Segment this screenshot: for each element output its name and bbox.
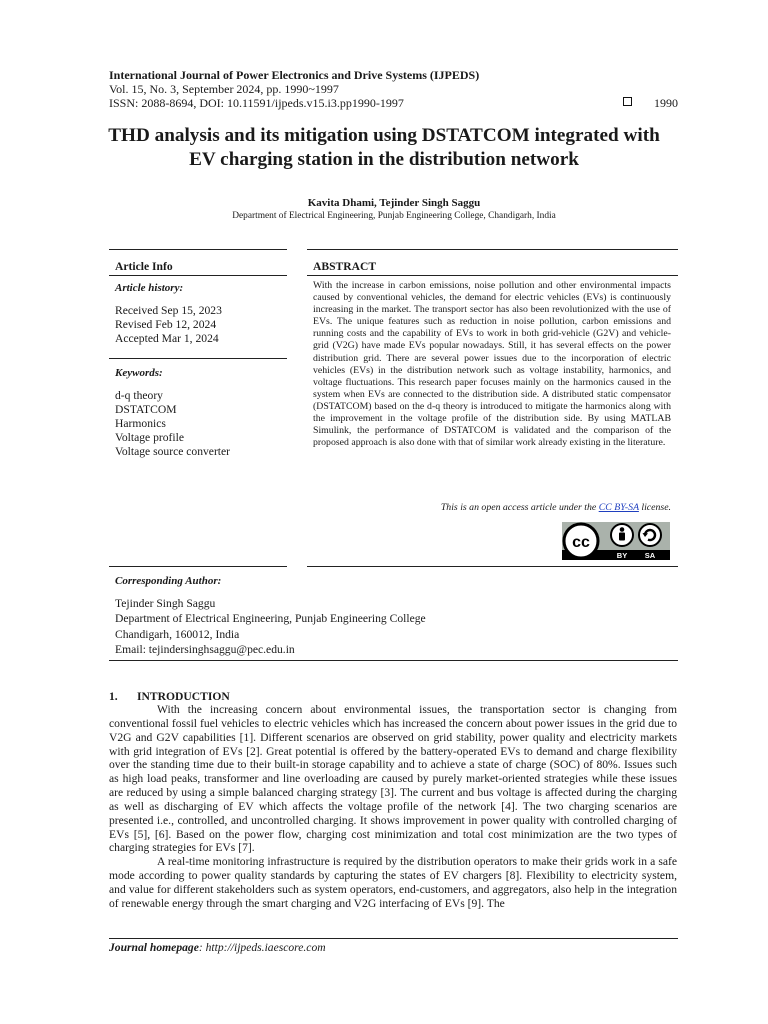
keyword-item: Voltage profile bbox=[115, 431, 185, 444]
journal-issn-doi: ISSN: 2088-8694, DOI: 10.11591/ijpeds.v15.i3.pp1990-1997 bbox=[109, 96, 404, 110]
cc-by-sa-badge[interactable] bbox=[562, 522, 670, 560]
journal-homepage: Journal homepage: http://ijpeds.iaescore.com bbox=[109, 941, 326, 954]
divider bbox=[307, 275, 678, 276]
keyword-item: DSTATCOM bbox=[115, 403, 177, 416]
paragraph: A real-time monitoring infrastructure is required by the distribution operators to make their grids work in a safe mode according to power quality standards by capturing the states of EV chargers [8]. Flexibility to electricity system, and value for different stakeholders such as system operators, end-customers, and aggregators, also help in the integration of renewable energy through the smart charging and V2G interfacing of EVs [9]. The bbox=[109, 855, 677, 910]
author-name: Tejinder Singh Saggu bbox=[115, 597, 216, 610]
cc-by-sa-link[interactable]: CC BY-SA bbox=[598, 502, 639, 513]
revised-date: Revised Feb 12, 2024 bbox=[115, 318, 217, 331]
introduction-body bbox=[109, 703, 677, 911]
homepage-url[interactable]: : http://ijpeds.iaescore.com bbox=[198, 941, 326, 954]
affiliation: Department of Electrical Engineering, Punjab Engineering College, Chandigarh, India bbox=[232, 211, 556, 221]
journal-volume: Vol. 15, No. 3, September 2024, pp. 1990~1997 bbox=[109, 82, 339, 96]
divider bbox=[109, 249, 287, 250]
open-access-note: This is an open access article under the CC BY-SA license. bbox=[440, 502, 671, 513]
square-icon bbox=[623, 97, 632, 106]
paragraph: With the increasing concern about environmental issues, the transportation sector is changing from conventional fossil fuel vehicles to electric vehicles which has increased the concern about power issues in the grid due to V2G and G2V capabilities [1]. Different scenarios are observed on grid stability, power quality and electricity markets with grid integration of EVs [2]. Great potential is offered by the battery-operated EVs to demand and charge flexibility over the standing time due to their built-in storage capability and to achieve a state of charge (SOC) of 80%. Issues such as high load peaks, transformer and line overloading are caused by purely market-oriented strategies while these issues are reduced by using a simple balanced charging strategy [3]. The current and bus voltage is affected during the charging as well as discharging of EV which affects the voltage profile of the network [4]. The two charging scenarios are presented i.e., controlled, and uncontrolled charging. It shows improvement in power quality with controlled charging of EVs [5], [6]. Based on the power flow, charging cost minimization and total cost minimization are the two types of charging strategies for EVs [7]. bbox=[109, 703, 677, 855]
corresponding-author-details bbox=[115, 596, 426, 657]
section-heading: 1. INTRODUCTION bbox=[109, 690, 230, 703]
keyword-item: Harmonics bbox=[115, 417, 166, 430]
keyword-item: d-q theory bbox=[115, 389, 163, 402]
divider bbox=[109, 566, 287, 567]
authors: Kavita Dhami, Tejinder Singh Saggu bbox=[307, 197, 481, 209]
cc-badge-text: cc bbox=[572, 534, 590, 551]
divider bbox=[307, 566, 678, 567]
divider bbox=[109, 358, 287, 359]
divider bbox=[109, 275, 287, 276]
received-date: Received Sep 15, 2023 bbox=[115, 304, 222, 317]
page-number: 1990 bbox=[654, 96, 678, 110]
author-email: Email: tejindersinghsaggu@pec.edu.in bbox=[115, 642, 295, 656]
author-dept: Department of Electrical Engineering, Punjab Engineering College bbox=[115, 612, 426, 626]
abstract-text: With the increase in carbon emissions, noise pollution and other environmental impacts caused by conventional vehicles, the demand for electric vehicles (EVs) is continuously increasing in the market. The transport sector has also been revolutionized with the use of EVs. The unique features such as reduction in noise pollution, carbon emissions and running costs and the capability of EVs to work in both grid-vehicle (G2V) and vehicle-grid (V2G) have made EVs popular nowadays. Still, it has several effects on the power distribution grid. There are several power issues due to the incorporation of electric vehicles (EVs) in the distribution network such as voltage instability, harmonics, and voltage fluctuations. This research paper focuses mainly on the harmonics caused in the system when EVs are connected to the distribution side. A distributed static compensator (DSTATCOM) based on the d-q theory is introduced to mitigate the harmonics along with the improvement in the voltage profile of the distribution side. By using MATLAB Simulink, the performance of DSTATCOM is validated and the comparison of the proposed approach is also done with that of similar work already existing in the literature. bbox=[313, 280, 671, 449]
divider bbox=[307, 249, 678, 250]
corresponding-author-label: Corresponding Author: bbox=[115, 575, 222, 587]
paper-title: THD analysis and its mitigation using DSTATCOM integrated with EV charging station in the distribution network bbox=[108, 125, 660, 170]
keyword-item: Voltage source converter bbox=[115, 445, 231, 458]
divider bbox=[109, 660, 678, 661]
keywords-label: Keywords: bbox=[115, 367, 163, 379]
journal-name: International Journal of Power Electronics and Drive Systems (IJPEDS) bbox=[109, 68, 480, 82]
footer-divider bbox=[109, 938, 678, 939]
article-info-heading: Article Info bbox=[115, 260, 173, 273]
accepted-date: Accepted Mar 1, 2024 bbox=[115, 332, 219, 345]
author-city: Chandigarh, 160012, India bbox=[115, 627, 240, 641]
cc-by-label: BY bbox=[616, 551, 628, 560]
cc-sa-label: SA bbox=[644, 551, 656, 560]
article-history-label: Article history: bbox=[115, 282, 184, 294]
abstract-heading: ABSTRACT bbox=[313, 260, 377, 273]
